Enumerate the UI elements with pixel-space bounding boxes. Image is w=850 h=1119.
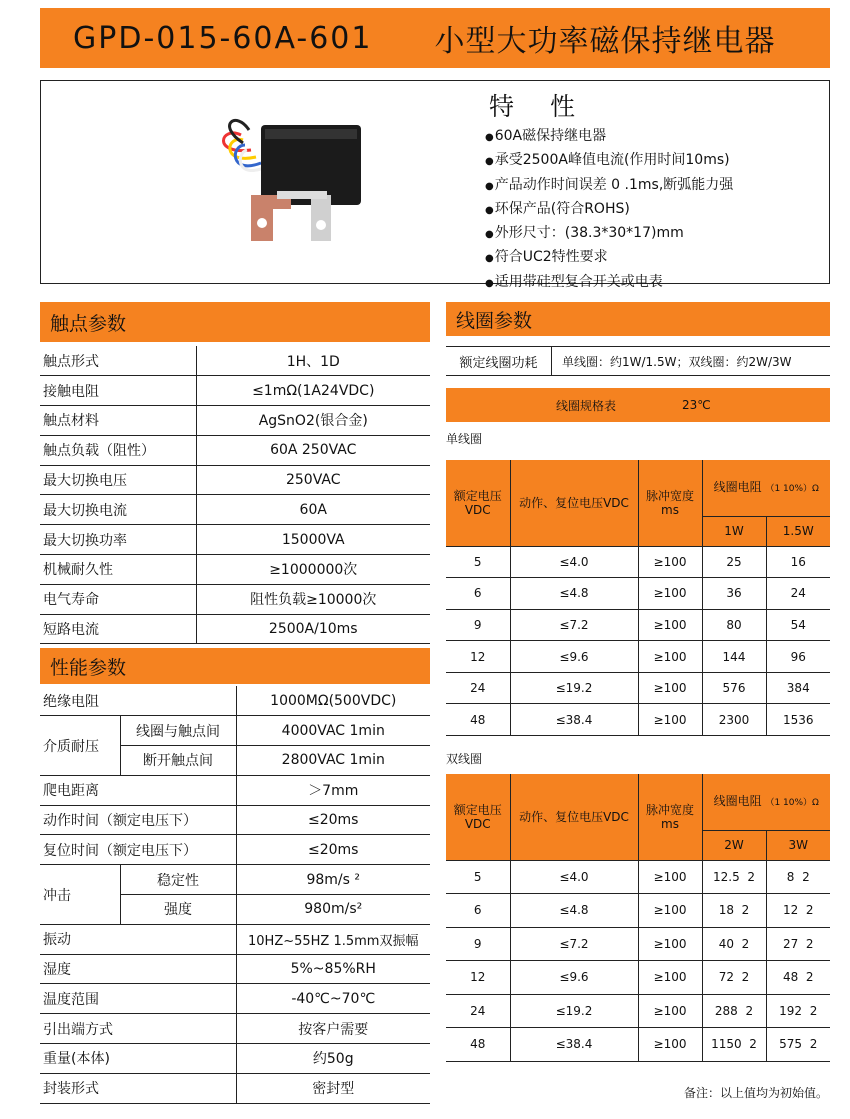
table-cell: 12	[446, 961, 510, 995]
table-cell: ≤9.6	[510, 961, 638, 995]
performance-section-header	[40, 648, 430, 684]
table-cell	[702, 1028, 766, 1062]
table-cell: 2	[809, 1003, 818, 1018]
section-title: 线圈参数	[456, 309, 533, 332]
table-row	[40, 1044, 430, 1074]
performance-table	[40, 686, 430, 1104]
table-cell: 36	[702, 578, 766, 610]
table-cell: ≤4.0	[510, 546, 638, 578]
table-row	[40, 924, 430, 954]
col-header-action: 动作、复位电压VDC	[510, 774, 638, 860]
table-row	[40, 835, 430, 865]
table-row	[40, 984, 430, 1014]
row-label: 最大切换功率	[40, 525, 196, 555]
table-cell: ≤7.2	[510, 609, 638, 641]
col-header-action: 动作、复位电压VDC	[510, 460, 638, 546]
table-cell: 2	[741, 936, 750, 951]
row-value: AgSnO2(银合金)	[196, 406, 430, 436]
table-cell: 288	[714, 1003, 738, 1018]
table-cell: 12	[782, 903, 799, 918]
table-cell: ≥100	[638, 994, 702, 1028]
row-value: 4000VAC 1min	[236, 716, 430, 746]
row-label: 最大切换电压	[40, 465, 196, 495]
title-bar	[40, 8, 830, 68]
row-label: 机械耐久性	[40, 555, 196, 585]
row-label: 短路电流	[40, 614, 196, 644]
table-row	[40, 686, 430, 716]
row-value: 1H、1D	[196, 346, 430, 376]
table-row	[40, 525, 430, 555]
row-value: -40℃~70℃	[236, 984, 430, 1014]
table-cell: ≥100	[638, 894, 702, 928]
row-value: ≤1mΩ(1A24VDC)	[196, 376, 430, 406]
row-value: 60A	[196, 495, 430, 525]
table-cell: ≤19.2	[510, 672, 638, 704]
table-row	[40, 805, 430, 835]
table-row	[446, 994, 830, 1028]
row-value: 10HZ~55HZ 1.5mm双振幅	[236, 924, 430, 954]
table-cell: ≥100	[638, 672, 702, 704]
table-cell: 24	[446, 994, 510, 1028]
list-item: ● 适用带硅型复合开关或电表	[485, 271, 733, 295]
coil-power-label: 额定线圈功耗	[446, 347, 552, 375]
tolerance-label: （1 10%）Ω	[765, 483, 819, 494]
row-value: 密封型	[236, 1073, 430, 1103]
table-row	[446, 609, 830, 641]
row-label: 爬电距离	[40, 775, 236, 805]
table-cell	[702, 961, 766, 995]
col-header-rated: 额定电压VDC	[446, 460, 510, 546]
table-cell: 96	[766, 641, 830, 673]
row-value: 15000VA	[196, 525, 430, 555]
list-item: ● 外形尺寸：(38.3*30*17)mm	[485, 222, 733, 246]
table-cell	[702, 860, 766, 894]
sub-label: 线圈与触点间	[120, 716, 236, 746]
table-row	[40, 555, 430, 585]
row-value: ≤20ms	[236, 835, 430, 865]
list-item: ● 承受2500A峰值电流(作用时间10ms)	[485, 149, 733, 173]
table-cell: ≤38.4	[510, 1028, 638, 1062]
single-coil-label: 单线圈	[446, 432, 483, 446]
row-value: ≥1000000次	[196, 555, 430, 585]
double-coil-table	[446, 774, 830, 1062]
resistance-label: 线圈电阻	[713, 793, 762, 808]
table-cell	[766, 1028, 830, 1062]
row-label: 动作时间（额定电压下）	[40, 805, 236, 835]
row-label: 触点材料	[40, 406, 196, 436]
table-row	[446, 578, 830, 610]
row-value: 5%~85%RH	[236, 954, 430, 984]
table-cell: 2	[745, 1003, 754, 1018]
table-cell: 9	[446, 609, 510, 641]
table-cell	[702, 927, 766, 961]
table-cell: 80	[702, 609, 766, 641]
table-cell: 2	[805, 936, 814, 951]
table-cell: 1536	[766, 704, 830, 736]
table-row	[40, 614, 430, 644]
table-row	[446, 641, 830, 673]
table-cell: 25	[702, 546, 766, 578]
coil-power-row	[446, 346, 830, 376]
features-title: 特 性	[489, 92, 589, 121]
table-cell: ≤38.4	[510, 704, 638, 736]
table-cell: 2	[741, 970, 750, 985]
col-header-pulse: 脉冲宽度ms	[638, 460, 702, 546]
table-cell: 40	[718, 936, 734, 951]
sub-label: 稳定性	[120, 865, 236, 895]
table-cell: ≥100	[638, 961, 702, 995]
table-cell: 2	[747, 869, 755, 884]
section-title: 性能参数	[50, 656, 127, 679]
resistance-label: 线圈电阻	[713, 479, 762, 494]
table-row	[446, 894, 830, 928]
table-cell: 24	[446, 672, 510, 704]
table-cell: 2	[749, 1037, 757, 1052]
row-label: 触点形式	[40, 346, 196, 376]
row-label: 电气寿命	[40, 584, 196, 614]
table-row	[40, 775, 430, 805]
table-cell	[766, 927, 830, 961]
col-header-3w: 3W	[766, 830, 830, 860]
features-box	[40, 80, 830, 290]
table-row	[40, 584, 430, 614]
table-row	[40, 1014, 430, 1044]
table-cell: 54	[766, 609, 830, 641]
table-cell	[766, 961, 830, 995]
table-cell: 2	[741, 903, 750, 918]
table-cell	[766, 860, 830, 894]
tolerance-label: （1 10%）Ω	[765, 797, 819, 808]
table-cell: ≤4.8	[510, 894, 638, 928]
table-cell: ≥100	[638, 860, 702, 894]
table-cell: 2	[805, 970, 814, 985]
contact-table	[40, 346, 430, 644]
table-cell: 576	[702, 672, 766, 704]
features-list	[485, 125, 733, 295]
table-row	[446, 1028, 830, 1062]
row-value: 阻性负载≥10000次	[196, 584, 430, 614]
list-item: ● 60A磁保持继电器	[485, 125, 733, 149]
table-cell: 8	[786, 869, 795, 884]
table-cell: 575	[779, 1037, 803, 1052]
table-cell	[766, 994, 830, 1028]
row-value: 约50g	[236, 1044, 430, 1074]
row-value: 1000MΩ(500VDC)	[236, 686, 430, 716]
row-label: 引出端方式	[40, 1014, 236, 1044]
row-value: 98m/s ²	[236, 865, 430, 895]
row-value: 980m/s²	[236, 895, 430, 925]
coil-section-header	[446, 302, 830, 336]
table-cell: 2300	[702, 704, 766, 736]
footnote: 备注：以上值均为初始值。	[683, 1086, 828, 1100]
row-label: 最大切换电流	[40, 495, 196, 525]
table-cell: 12	[446, 641, 510, 673]
table-cell: 24	[766, 578, 830, 610]
table-row	[446, 546, 830, 578]
row-value: 2800VAC 1min	[236, 746, 430, 776]
table-row	[446, 927, 830, 961]
table-cell: 1150	[711, 1037, 742, 1052]
table-cell	[702, 994, 766, 1028]
table-row	[40, 376, 430, 406]
table-cell: 192	[779, 1003, 803, 1018]
coil-spec-bar	[446, 388, 830, 422]
table-row	[40, 406, 430, 436]
list-item: ● 产品动作时间误差 0 .1ms,断弧能力强	[485, 174, 733, 198]
table-row	[40, 465, 430, 495]
table-cell: ≤9.6	[510, 641, 638, 673]
table-cell: ≤19.2	[510, 994, 638, 1028]
product-title: 小型大功率磁保持继电器	[434, 24, 776, 59]
table-cell: 72	[718, 970, 734, 985]
table-cell: 5	[446, 860, 510, 894]
table-row	[446, 704, 830, 736]
table-row	[40, 716, 430, 746]
sub-label: 断开触点间	[120, 746, 236, 776]
row-value: ＞7mm	[236, 775, 430, 805]
table-cell: 27	[782, 936, 799, 951]
table-cell: 48	[446, 1028, 510, 1062]
table-cell: ≥100	[638, 609, 702, 641]
col-header-2w: 2W	[702, 830, 766, 860]
section-title: 触点参数	[50, 312, 127, 335]
row-label: 湿度	[40, 954, 236, 984]
table-cell: 5	[446, 546, 510, 578]
table-row	[40, 954, 430, 984]
coil-power-value: 单线圈：约1W/1.5W；双线圈：约2W/3W	[562, 354, 792, 369]
list-item: ● 符合UC2特性要求	[485, 246, 733, 270]
table-row	[40, 435, 430, 465]
table-cell: 48	[446, 704, 510, 736]
model-number: GPD-015-60A-601	[73, 20, 373, 56]
table-cell: ≥100	[638, 927, 702, 961]
table-row	[40, 495, 430, 525]
spec-temperature: 23℃	[682, 398, 711, 412]
table-cell: ≥100	[638, 578, 702, 610]
single-coil-table	[446, 460, 830, 736]
row-label: 温度范围	[40, 984, 236, 1014]
table-cell: 384	[766, 672, 830, 704]
row-label: 触点负载（阻性）	[40, 435, 196, 465]
row-label: 重量(本体)	[40, 1044, 236, 1074]
row-label: 振动	[40, 924, 236, 954]
table-row	[446, 672, 830, 704]
table-cell	[766, 894, 830, 928]
table-row	[446, 860, 830, 894]
table-cell: 6	[446, 894, 510, 928]
table-cell: 2	[805, 903, 814, 918]
table-cell: 6	[446, 578, 510, 610]
row-value: ≤20ms	[236, 805, 430, 835]
col-header-1-5w: 1.5W	[766, 516, 830, 546]
row-value: 60A 250VAC	[196, 435, 430, 465]
table-row	[446, 961, 830, 995]
spec-title: 线圈规格表	[556, 398, 617, 413]
table-cell: 12.5	[713, 869, 740, 884]
table-cell: 18	[718, 903, 734, 918]
col-header-1w: 1W	[702, 516, 766, 546]
table-row	[40, 1073, 430, 1103]
row-label: 冲击	[40, 865, 120, 925]
relay-photo	[181, 95, 381, 275]
table-cell: 144	[702, 641, 766, 673]
col-header-resistance	[702, 774, 830, 830]
row-value: 250VAC	[196, 465, 430, 495]
double-coil-label: 双线圈	[446, 752, 483, 766]
table-row	[40, 865, 430, 895]
table-cell: 2	[809, 1037, 818, 1052]
col-header-pulse: 脉冲宽度ms	[638, 774, 702, 860]
table-cell: ≤7.2	[510, 927, 638, 961]
table-cell: 9	[446, 927, 510, 961]
table-cell: 48	[782, 970, 799, 985]
table-cell: ≤4.0	[510, 860, 638, 894]
col-header-resistance	[702, 460, 830, 516]
row-label: 封装形式	[40, 1073, 236, 1103]
table-row	[40, 346, 430, 376]
col-header-rated: 额定电压VDC	[446, 774, 510, 860]
row-value: 2500A/10ms	[196, 614, 430, 644]
table-cell: ≥100	[638, 704, 702, 736]
row-label: 复位时间（额定电压下）	[40, 835, 236, 865]
table-cell: ≥100	[638, 1028, 702, 1062]
table-cell: 16	[766, 546, 830, 578]
list-item: ● 环保产品(符合ROHS)	[485, 198, 733, 222]
row-value: 按客户需要	[236, 1014, 430, 1044]
row-label: 绝缘电阻	[40, 686, 236, 716]
table-cell: ≥100	[638, 546, 702, 578]
table-cell: ≤4.8	[510, 578, 638, 610]
table-cell: 2	[802, 869, 810, 884]
table-cell	[702, 894, 766, 928]
sub-label: 强度	[120, 895, 236, 925]
table-cell: ≥100	[638, 641, 702, 673]
contact-section-header	[40, 302, 430, 342]
row-label: 接触电阻	[40, 376, 196, 406]
row-label: 介质耐压	[40, 716, 120, 776]
